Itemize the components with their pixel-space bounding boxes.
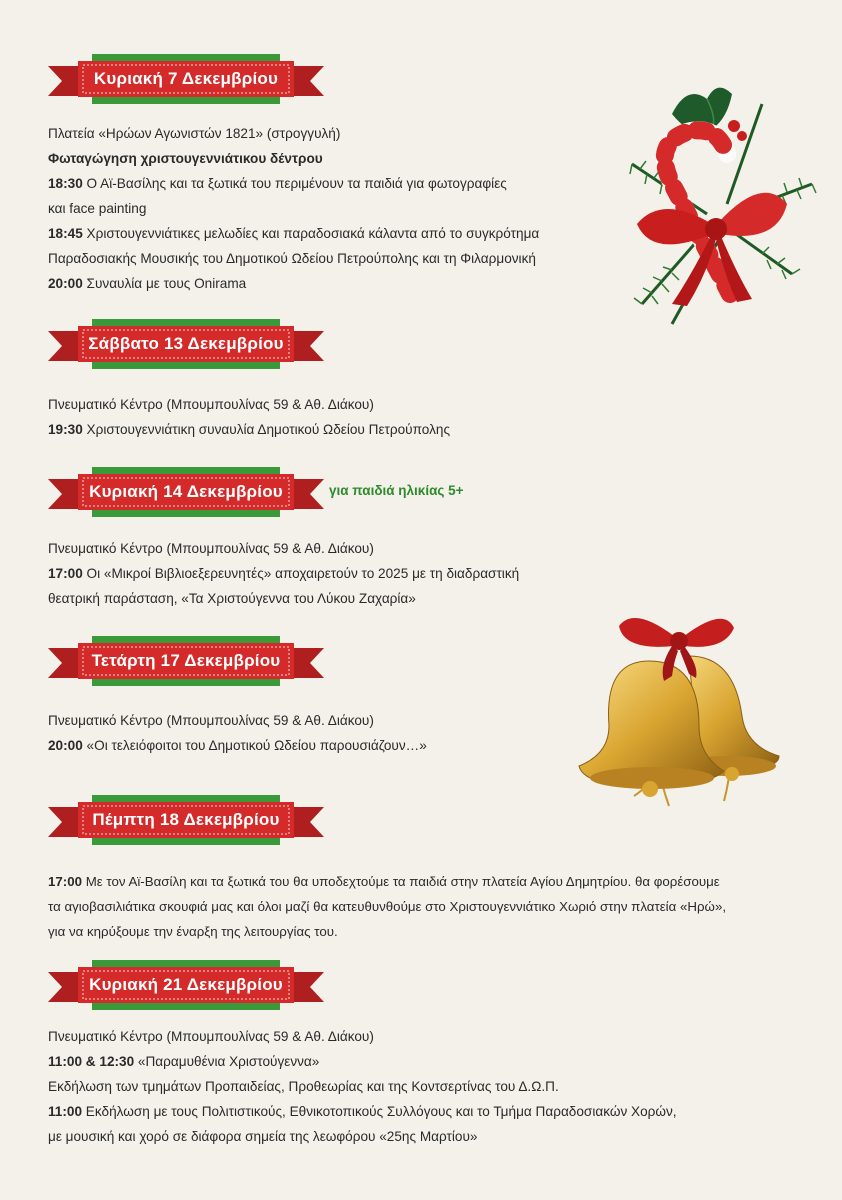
event-line [48, 1074, 677, 1099]
day-banner-2 [48, 319, 324, 369]
event-venue: Πνευματικό Κέντρο (Μπουμπουλίνας 59 & Αθ. Διάκου) [48, 541, 374, 556]
day-title: Σάββατο 13 Δεκεμβρίου [88, 334, 284, 353]
event-time: 20:00 [48, 738, 83, 753]
event-details-3 [48, 536, 519, 611]
event-text: Ο Αϊ-Βασίλης και τα ξωτικά του περιμένουν τα παιδιά για φωτογραφίες [82, 176, 507, 191]
event-time: 19:30 [48, 422, 83, 437]
age-note: για παιδιά ηλικίας 5+ [329, 483, 464, 498]
candy-cane-wreath-icon [612, 74, 822, 329]
event-line [48, 246, 539, 271]
day-banner-4 [48, 636, 324, 686]
event-line [48, 869, 726, 894]
day-title: Κυριακή 21 Δεκεμβρίου [89, 975, 283, 994]
event-line [48, 708, 427, 733]
event-time: 17:00 [48, 874, 83, 889]
golden-bells-icon [574, 606, 800, 816]
event-line [48, 1024, 677, 1049]
event-text: με μουσική και χορό σε διάφορα σημεία της λεωφόρου «25ης Μαρτίου» [48, 1129, 478, 1144]
event-line [48, 586, 519, 611]
event-time: 11:00 [48, 1104, 83, 1119]
event-text: Με τον Αϊ-Βασίλη και τα ξωτικά του θα υποδεχτούμε τα παιδιά στην πλατεία Αγίου Δημητρίου. θα φορέσουμε [82, 874, 720, 889]
event-details-2 [48, 392, 450, 442]
event-line [48, 894, 726, 919]
event-time: 18:45 [48, 226, 83, 241]
event-venue: Πνευματικό Κέντρο (Μπουμπουλίνας 59 & Αθ. Διάκου) [48, 713, 374, 728]
event-time: 17:00 [48, 566, 83, 581]
event-line [48, 1099, 677, 1124]
event-line [48, 146, 539, 171]
event-line [48, 1124, 677, 1149]
event-title: Φωταγώγηση χριστουγεννιάτικου δέντρου [48, 151, 323, 166]
event-details-5 [48, 869, 726, 944]
event-line [48, 417, 450, 442]
event-details-4 [48, 708, 427, 758]
day-title: Πέμπτη 18 Δεκεμβρίου [92, 810, 280, 829]
event-details-6 [48, 1024, 677, 1149]
event-time: 18:30 [48, 176, 83, 191]
event-venue: Πνευματικό Κέντρο (Μπουμπουλίνας 59 & Αθ. Διάκου) [48, 1029, 374, 1044]
event-time: 11:00 & 12:30 [48, 1054, 135, 1069]
event-line [48, 919, 726, 944]
day-title: Τετάρτη 17 Δεκεμβρίου [91, 651, 281, 670]
event-line [48, 392, 450, 417]
event-text: Παραδοσιακής Μουσικής του Δημοτικού Ωδείου Πετρούπολης και τη Φιλαρμονική [48, 251, 536, 266]
event-text: για να κηρύξουμε την έναρξη της λειτουργίας του. [48, 924, 338, 939]
day-title: Κυριακή 7 Δεκεμβρίου [93, 69, 279, 88]
event-line [48, 221, 539, 246]
event-text: και face painting [48, 201, 147, 216]
event-line [48, 196, 539, 221]
event-line [48, 121, 539, 146]
event-text: Εκδήλωση με τους Πολιτιστικούς, Εθνικοτοπικούς Συλλόγους και το Τμήμα Παραδοσιακών Χορών, [82, 1104, 677, 1119]
event-text: Χριστουγεννιάτικες μελωδίες και παραδοσιακά κάλαντα από το συγκρότημα [82, 226, 540, 241]
event-text: Συναυλία με τους Onirama [82, 276, 247, 291]
event-venue: Πλατεία «Ηρώων Αγωνιστών 1821» (στρογγυλή) [48, 126, 341, 141]
day-banner-6 [48, 960, 324, 1010]
day-banner-5 [48, 795, 324, 845]
event-text: «Οι τελειόφοιτοι του Δημοτικού Ωδείου παρουσιάζουν…» [82, 738, 427, 753]
event-line [48, 733, 427, 758]
event-line [48, 271, 539, 296]
event-details-1 [48, 121, 539, 296]
day-banner-1 [48, 54, 324, 104]
event-text: Οι «Μικροί Βιβλιοεξερευνητές» αποχαιρετούν το 2025 με τη διαδραστική [82, 566, 520, 581]
event-text: θεατρική παράσταση, «Τα Χριστούγεννα του Λύκου Ζαχαρία» [48, 591, 416, 606]
event-text: Εκδήλωση των τμημάτων Προπαιδείας, Προθεωρίας και της Κοντσερτίνας του Δ.Ω.Π. [48, 1079, 559, 1094]
event-line [48, 171, 539, 196]
day-title: Κυριακή 14 Δεκεμβρίου [89, 482, 283, 501]
event-line [48, 536, 519, 561]
event-venue: Πνευματικό Κέντρο (Μπουμπουλίνας 59 & Αθ. Διάκου) [48, 397, 374, 412]
event-line [48, 1049, 677, 1074]
event-text: «Παραμυθένια Χριστούγεννα» [134, 1054, 320, 1069]
event-text: τα αγιοβασιλιάτικα σκουφιά μας και όλοι μαζί θα κατευθυνθούμε στο Χριστουγεννιάτικο Χωριό στην πλατεία «Ηρώ», [48, 899, 727, 914]
event-text: Χριστουγεννιάτικη συναυλία Δημοτικού Ωδείου Πετρούπολης [82, 422, 450, 437]
event-line [48, 561, 519, 586]
event-time: 20:00 [48, 276, 83, 291]
day-banner-3 [48, 467, 324, 517]
